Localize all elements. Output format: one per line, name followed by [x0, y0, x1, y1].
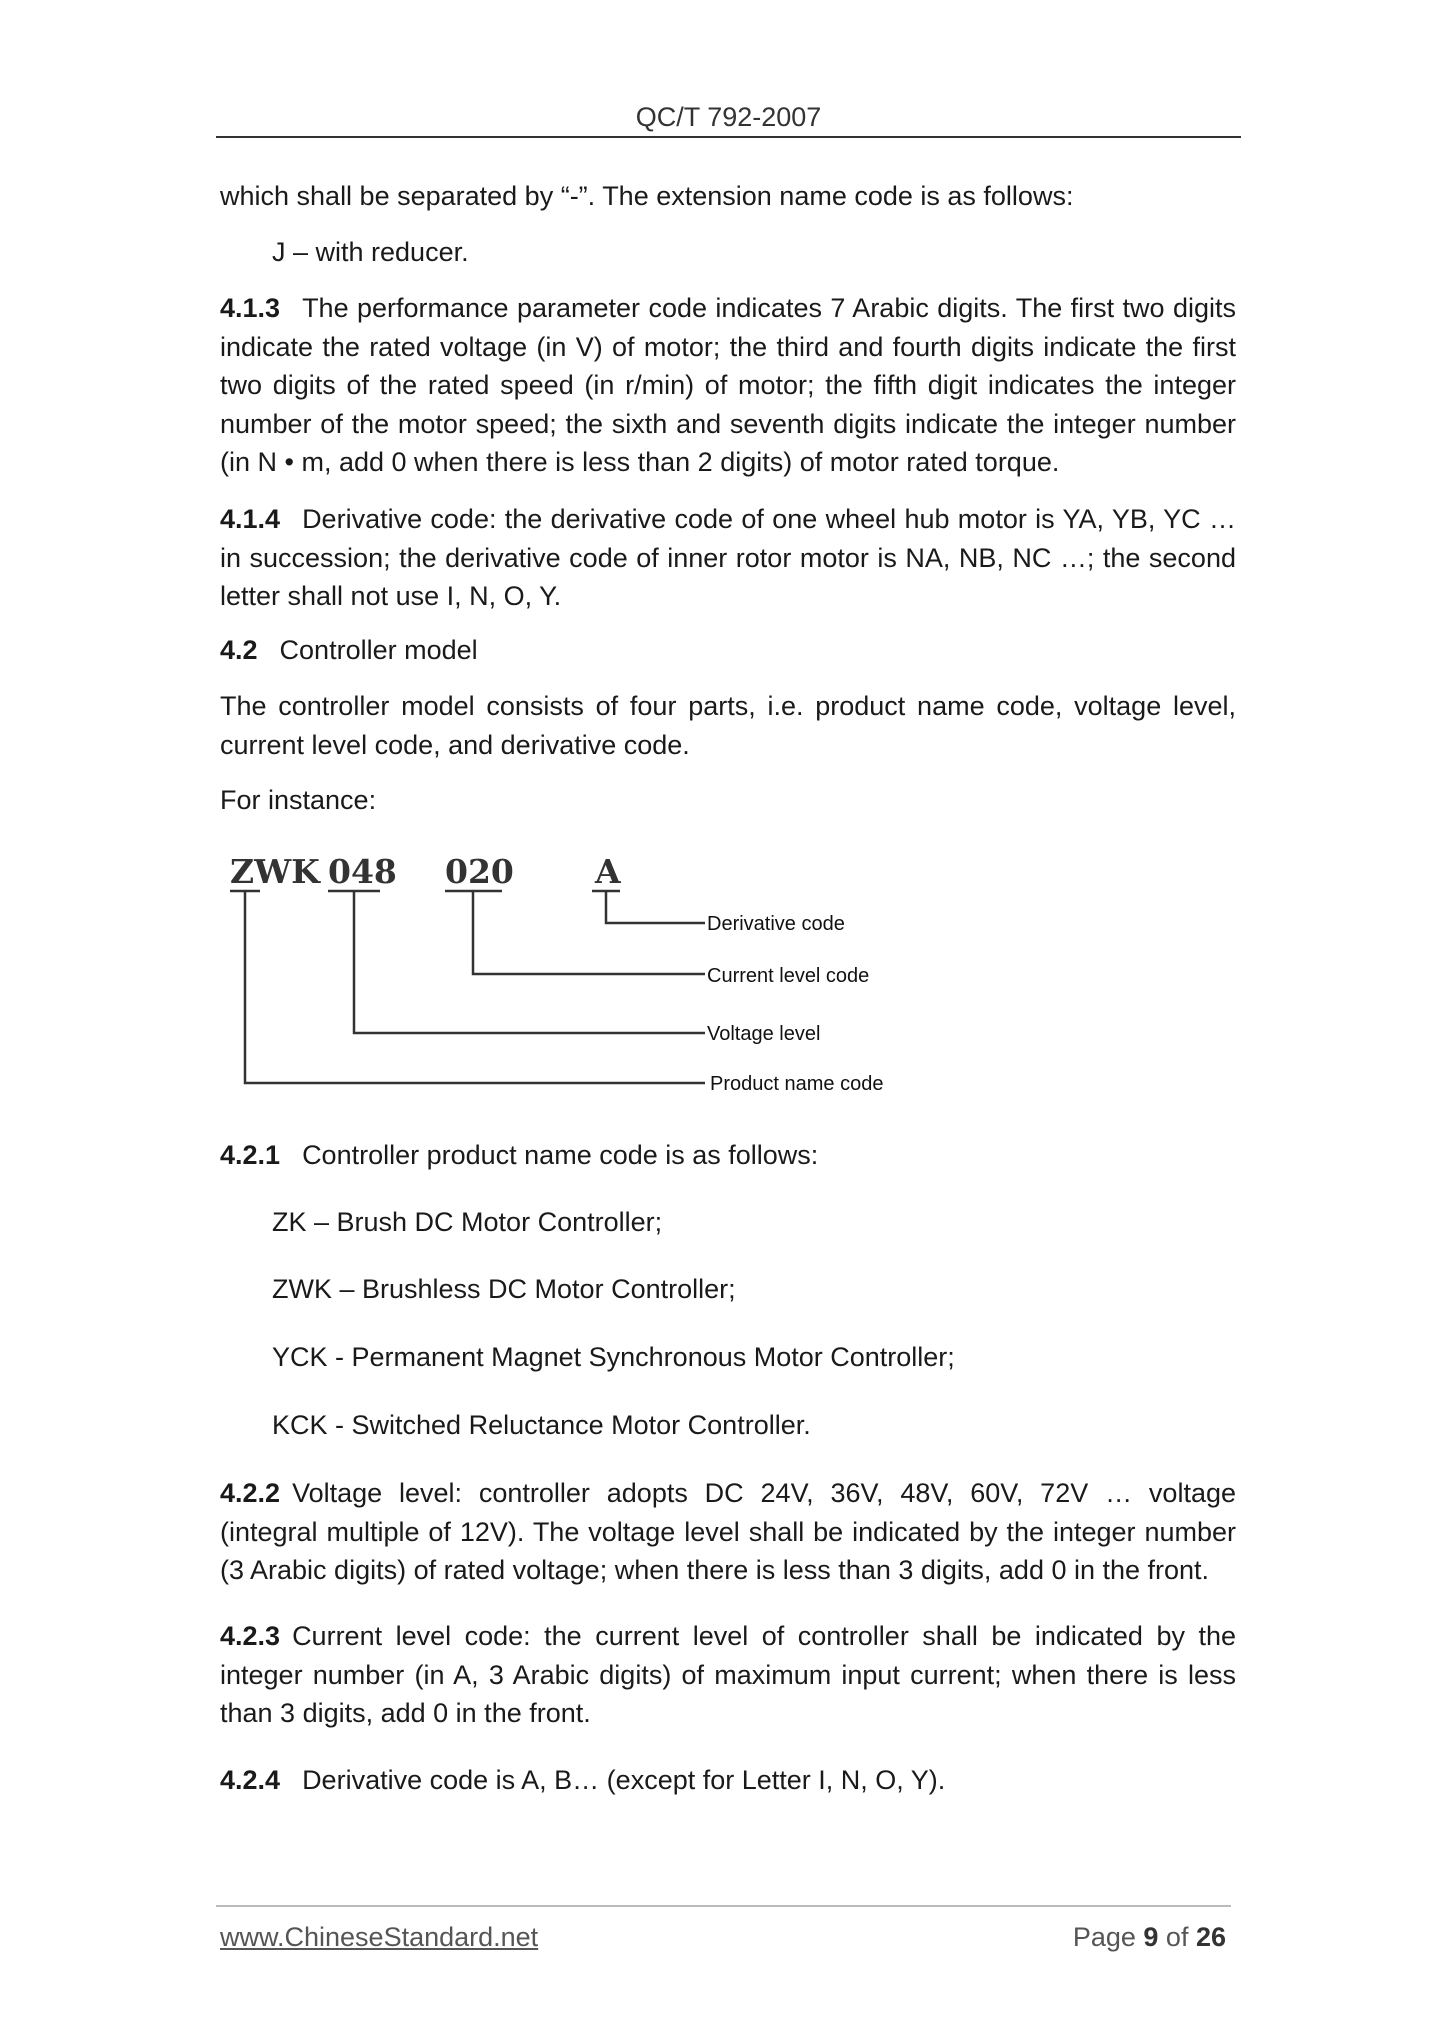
- section-4-2: [220, 631, 1236, 670]
- list-item: ZK – Brush DC Motor Controller;: [272, 1207, 663, 1237]
- section-4-1-4: [220, 500, 1236, 616]
- section-text: Voltage level: controller adopts DC 24V, 36V, 48V, 60V, 72V … voltage (integral multiple of 12V). The voltage level shall be indicated by the integer number (3 Arabic digits) of rated voltage; when there is less than 3 digits, add 0 in the front.: [220, 1478, 1236, 1585]
- section-4-2-4: [220, 1761, 1236, 1800]
- section-text: Derivative code: the derivative code of one wheel hub motor is YA, YB, YC … in succession; the derivative code of inner rotor motor is NA, NB, NC …; the second letter shall not use I, N, O, Y.: [220, 504, 1236, 611]
- list-item: ZWK – Brushless DC Motor Controller;: [272, 1274, 736, 1304]
- label-derivative-code: Derivative code: [707, 913, 845, 935]
- section-number: 4.1.3: [220, 293, 281, 323]
- section-number: 4.2.2: [220, 1478, 281, 1508]
- paragraph-for-instance: For instance:: [220, 785, 377, 815]
- code-zwk: ZWK: [230, 852, 320, 891]
- label-product-name-code: Product name code: [710, 1073, 884, 1095]
- list-item: KCK - Switched Reluctance Motor Controller.: [272, 1410, 811, 1440]
- header-rule: [216, 136, 1241, 138]
- label-voltage-level: Voltage level: [707, 1023, 821, 1045]
- section-number: 4.2: [220, 635, 258, 665]
- section-text: Current level code: the current level of controller shall be indicated by the integer number (in A, 3 Arabic digits) of maximum input current; when there is less than 3 digits, add 0 in the front.: [220, 1621, 1236, 1728]
- label-current-level-code: Current level code: [707, 965, 870, 987]
- page-prefix: Page: [1072, 1922, 1144, 1952]
- section-text: The performance parameter code indicates 7 Arabic digits. The first two digits indicate the rated voltage (in V) of motor; the third and fourth digits indicate the first two digits of the rated speed (in r/min) of motor; the fifth digit indicates the integer number of the motor speed; the sixth and seventh digits indicate the integer number (in N • m, add 0 when there is less than 2 digits) of motor rated torque.: [220, 293, 1236, 477]
- code-020: 020: [445, 852, 514, 891]
- section-text: Derivative code is A, B… (except for Letter I, N, O, Y).: [302, 1765, 946, 1795]
- footer-page-number: [1000, 1922, 1226, 1953]
- code-a: A: [595, 852, 621, 891]
- footer-website-link[interactable]: www.ChineseStandard.net: [220, 1922, 539, 1952]
- connector-derivative: [606, 891, 705, 923]
- paragraph-controller-model: The controller model consists of four parts, i.e. product name code, voltage level, current level code, and derivative code.: [220, 691, 1236, 760]
- section-4-2-1: [220, 1136, 1236, 1175]
- footer-rule: [216, 1905, 1231, 1907]
- section-number: 4.2.1: [220, 1140, 281, 1170]
- section-number: 4.1.4: [220, 504, 281, 534]
- section-number: 4.2.3: [220, 1621, 281, 1651]
- controller-model-diagram: [220, 845, 940, 1105]
- section-4-1-3: [220, 289, 1236, 482]
- connector-current-level: [473, 891, 705, 974]
- page-current: 9: [1143, 1922, 1159, 1952]
- header-title: QC/T 792-2007: [635, 102, 822, 132]
- page-total: 26: [1195, 1922, 1226, 1952]
- paragraph-extension-intro: which shall be separated by “-”. The extension name code is as follows:: [220, 181, 1074, 211]
- paragraph-extension-j: J – with reducer.: [272, 237, 469, 267]
- section-number: 4.2.4: [220, 1765, 281, 1795]
- section-4-2-3: [220, 1617, 1236, 1733]
- code-048: 048: [328, 852, 397, 891]
- page-of: of: [1158, 1922, 1196, 1952]
- section-4-2-2: [220, 1474, 1236, 1590]
- section-text: Controller model: [279, 635, 478, 665]
- connector-voltage-level: [354, 891, 705, 1033]
- list-item: YCK - Permanent Magnet Synchronous Motor Controller;: [272, 1342, 955, 1372]
- connector-product-name: [245, 891, 705, 1083]
- section-text: Controller product name code is as follows:: [302, 1140, 819, 1170]
